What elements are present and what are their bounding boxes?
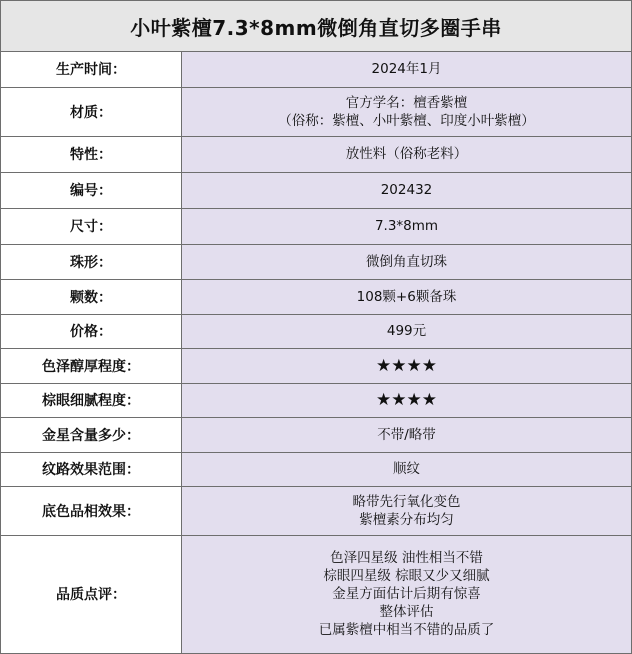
value-bead-count: 108颗+6颗备珠 <box>182 279 632 314</box>
label-material: 材质： <box>1 87 182 136</box>
label-serial: 编号： <box>1 172 182 208</box>
value-serial: 202432 <box>182 172 632 208</box>
value-bead-shape: 微倒角直切珠 <box>182 244 632 279</box>
row-property <box>1 136 631 172</box>
label-price: 价格： <box>1 314 182 348</box>
row-grain-effect <box>1 452 631 486</box>
label-color-richness: 色泽醇厚程度： <box>1 348 182 383</box>
row-gold-star <box>1 417 631 452</box>
value-size: 7.3*8mm <box>182 208 632 244</box>
value-base-color: 略带先行氧化变色 紫檀素分布均匀 <box>182 486 632 535</box>
star-rating: ★★★★ <box>376 390 437 410</box>
label-base-color: 底色品相效果： <box>1 486 182 535</box>
row-production-time <box>1 52 631 87</box>
value-color-richness <box>182 348 632 383</box>
label-pore-fineness: 棕眼细腻程度： <box>1 383 182 417</box>
row-material <box>1 87 631 136</box>
row-bead-shape <box>1 244 631 279</box>
label-size: 尺寸： <box>1 208 182 244</box>
value-production-time: 2024年1月 <box>182 52 632 87</box>
value-gold-star: 不带/略带 <box>182 417 632 452</box>
row-base-color <box>1 486 631 535</box>
row-bead-count <box>1 279 631 314</box>
row-serial <box>1 172 631 208</box>
label-production-time: 生产时间： <box>1 52 182 87</box>
value-price: 499元 <box>182 314 632 348</box>
page-title: 小叶紫檀7.3*8mm微倒角直切多圈手串 <box>1 0 631 52</box>
value-grain-effect: 顺纹 <box>182 452 632 486</box>
row-price <box>1 314 631 348</box>
row-quality-review <box>1 535 631 653</box>
row-size <box>1 208 631 244</box>
label-bead-shape: 珠形： <box>1 244 182 279</box>
label-bead-count: 颗数： <box>1 279 182 314</box>
label-gold-star: 金星含量多少： <box>1 417 182 452</box>
value-pore-fineness <box>182 383 632 417</box>
value-property: 放性料（俗称老料） <box>182 136 632 172</box>
label-quality-review: 品质点评： <box>1 535 182 653</box>
star-rating: ★★★★ <box>376 355 437 376</box>
value-quality-review: 色泽四星级 油性相当不错 棕眼四星级 棕眼又少又细腻 金星方面估计后期有惊喜 整体评估 已属紫檀中相当不错的品质了 <box>182 535 632 653</box>
spec-table <box>1 52 631 654</box>
value-material: 官方学名：檀香紫檀 （俗称：紫檀、小叶紫檀、印度小叶紫檀） <box>182 87 632 136</box>
row-pore-fineness <box>1 383 631 417</box>
label-grain-effect: 纹路效果范围： <box>1 452 182 486</box>
row-color-richness <box>1 348 631 383</box>
label-property: 特性： <box>1 136 182 172</box>
